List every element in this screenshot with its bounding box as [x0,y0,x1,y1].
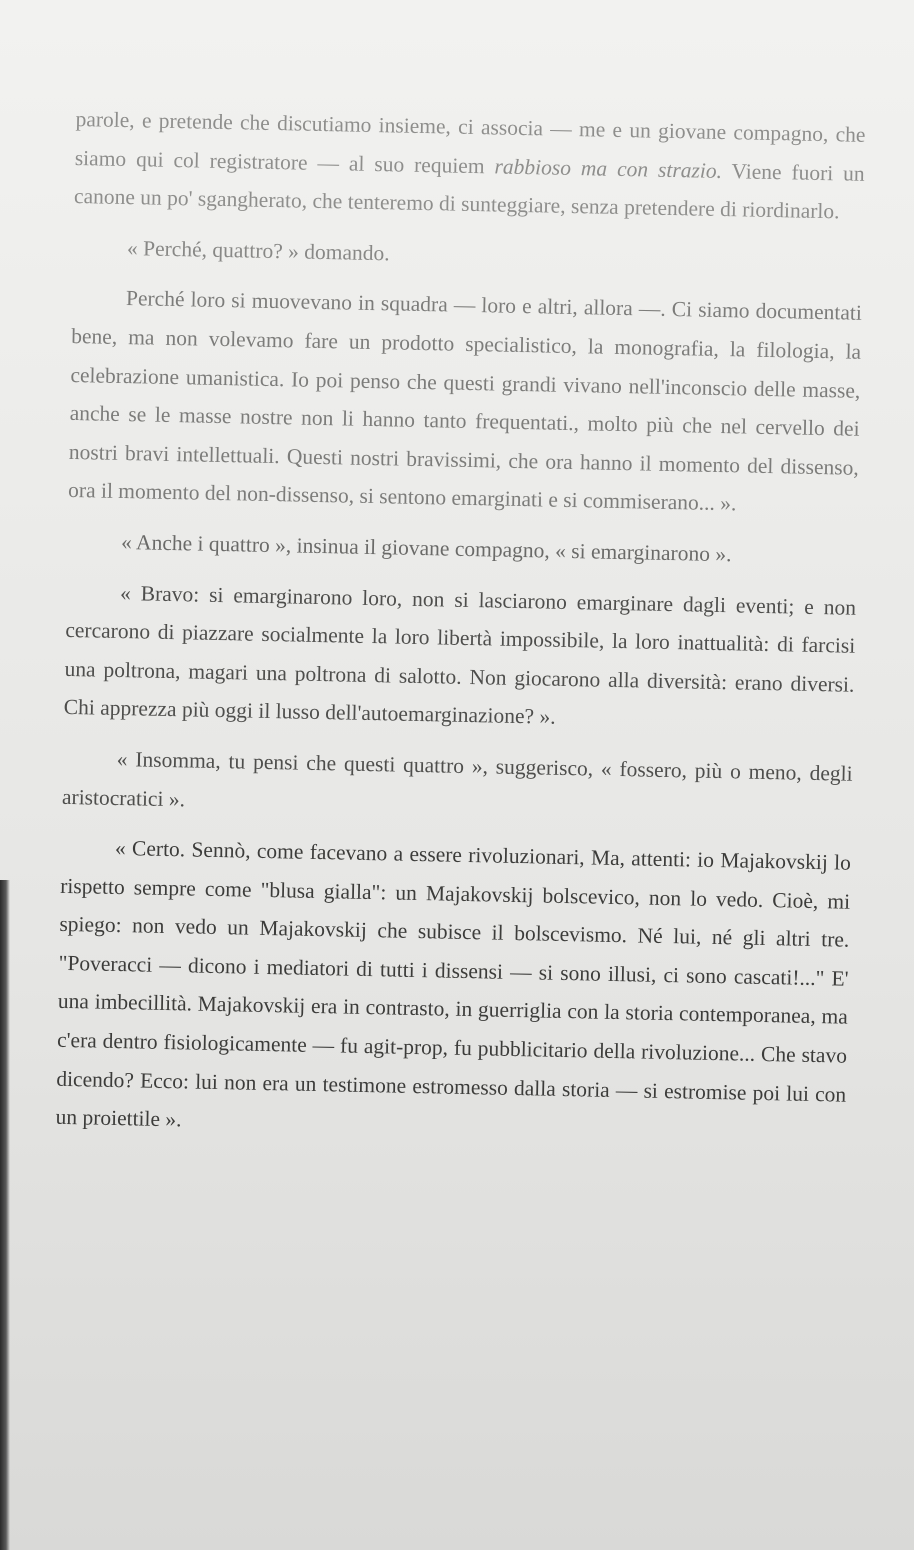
page-text [55,100,866,1164]
paragraph-4: « Anche i quattro », insinua il giovane compagno, « si emarginarono ». [120,529,732,567]
paragraph-1-italic-phrase: rabbioso ma con strazio. [494,154,723,183]
paragraph-1-text-after: Viene fuori un canone un po' sgangherato, che tenteremo di sunteggiare, senza pretendere di riordinarlo. [73,158,865,224]
paragraph-5: « Bravo: si emarginarono loro, non si lasciarono emarginare dagli eventi; e non cercarono di piazzare socialmente la loro libertà impossibile, la loro inattualità: di farcisi una poltrona, magari una poltrona di salotto. Non giocarono alla diversità: erano diversi. Chi apprezza più oggi il lusso dell'autoemarginazione? ». [63,580,857,730]
paragraph-3: Perché loro si muovevano in squadra — loro e altri, allora —. Ci siamo documentati bene, ma non volevamo fare un prodotto specialistico, la monografia, la filologia, la celebrazione umanistica. Io poi penso che questi grandi vivano nell'inconscio delle masse, anche se le masse nostre non li hanno tanto frequentati., molto più che nel cervello dei nostri bravi intellettuali. Questi nostri bravissimi, che ora hanno il momento del dissenso, ora il momento del non-dissenso, si sentono emarginati e si commiserano... ». [67,286,863,516]
book-page [14,0,914,1550]
paragraph-6: « Insomma, tu pensi che questi quattro », suggerisco, « fossero, più o meno, degli aristocratici ». [61,746,853,811]
paragraph-1-text-before: parole, e pretende che discutiamo insieme, ci associa — me e un giovane compagno, che siamo qui col registratore — al suo requiem [74,106,866,179]
paragraph-2: « Perché, quattro? » domando. [126,235,390,266]
book-binding-shadow [0,880,10,1550]
paragraph-1 [74,100,866,232]
paragraph-7: « Certo. Sennò, come facevano a essere rivoluzionari, Ma, attenti: io Majakovskij lo rispetto sempre come "blusa gialla": un Majakovskij bolscevico, non lo vedo. Cioè, mi spiego: non vedo un Majakovskij che subisce il bolscevismo. Né lui, né gli altri tre. "Poveracci — dicono i mediatori di tutti i dissensi — si sono illusi, ci sono cascati!..." E' una imbecillità. Majakovskij era in contrasto, in guerriglia con la storia contemporanea, ma c'era dentro fisiologicamente — fu agit-prop, fu pubblicitario della rivoluzione... Che stavo dicendo? Ecco: lui non era un testimone estromesso dalla storia — si estromise poi lui con un proiettile ». [55,836,852,1132]
